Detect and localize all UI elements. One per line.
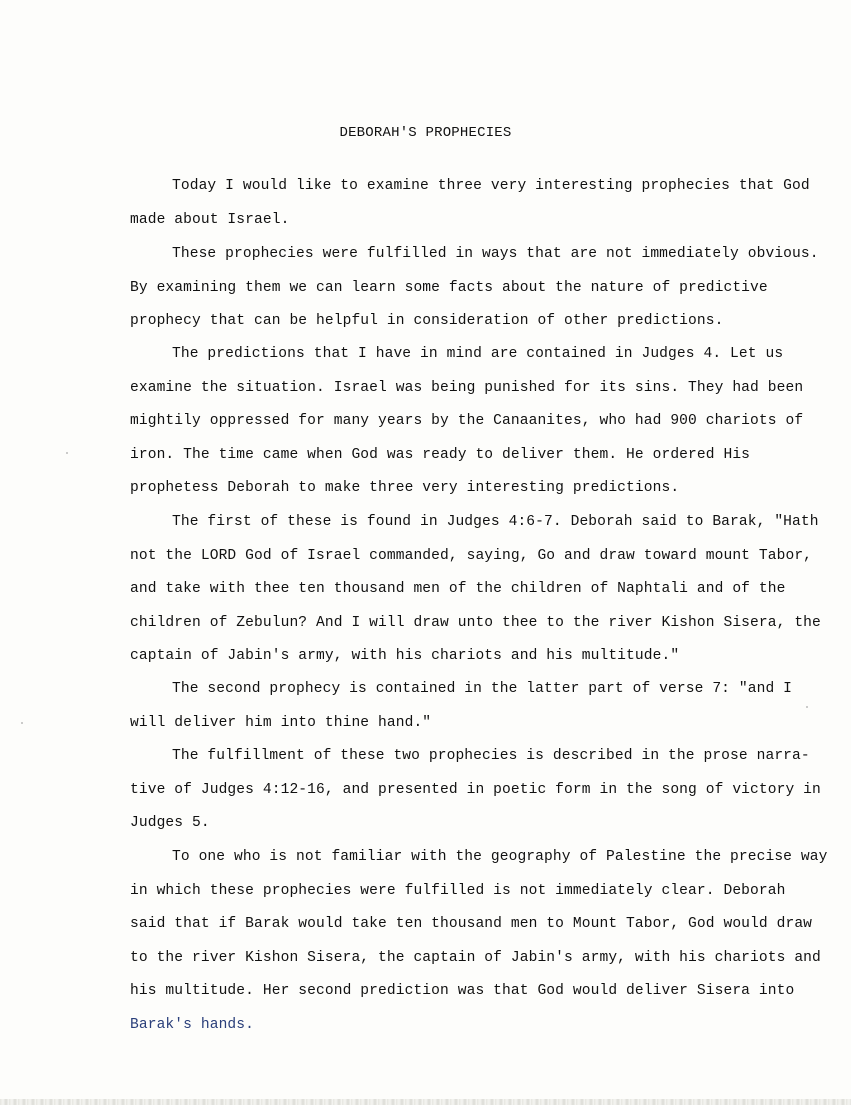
text-line: in which these prophecies were fulfilled is not immediately clear. Deborah xyxy=(130,882,786,899)
text-line: prophecy that can be helpful in consideration of other predictions. xyxy=(130,313,724,330)
scan-speck xyxy=(21,722,23,724)
text-line: mightily oppressed for many years by the Canaanites, who had 900 chariots of xyxy=(130,413,804,430)
text-line: Barak's hands. xyxy=(130,1016,255,1033)
paragraph-fulfillment-overview xyxy=(88,238,819,339)
text-line: Judges 5. xyxy=(130,815,210,832)
paragraph-second-prophecy xyxy=(88,673,793,740)
text-line: Today I would like to examine three very interesting prophecies that God xyxy=(172,178,810,194)
paragraph-fulfillment-narrative xyxy=(88,740,821,841)
text-line: children of Zebulun? And I will draw unto thee to the river Kishon Sisera, the xyxy=(130,614,821,631)
paragraph-geography xyxy=(88,841,828,1043)
paragraph-intro xyxy=(88,170,810,237)
text-line: The first of these is found in Judges 4:6-7. Deborah said to Barak, "Hath xyxy=(172,514,819,530)
scan-speck xyxy=(806,706,808,708)
text-line: tive of Judges 4:12-16, and presented in poetic form in the song of victory in xyxy=(130,781,821,798)
text-line: The second prophecy is contained in the latter part of verse 7: "and I xyxy=(172,681,793,697)
text-line: not the LORD God of Israel commanded, saying, Go and draw toward mount Tabor, xyxy=(130,547,813,564)
text-line: The predictions that I have in mind are contained in Judges 4. Let us xyxy=(172,346,784,362)
scan-bottom-edge xyxy=(0,1099,851,1105)
text-line: prophetess Deborah to make three very interesting predictions. xyxy=(130,480,680,497)
scan-speck xyxy=(66,452,68,454)
text-line: his multitude. Her second prediction was that God would deliver Sisera into xyxy=(130,983,795,1000)
text-line: To one who is not familiar with the geography of Palestine the precise way xyxy=(172,849,828,865)
text-line: These prophecies were fulfilled in ways that are not immediately obvious. xyxy=(172,246,819,262)
page-title: DEBORAH'S PROPHECIES xyxy=(339,125,512,141)
text-line: examine the situation. Israel was being punished for its sins. They had been xyxy=(130,379,804,396)
text-line: The fulfillment of these two prophecies is described in the prose narra- xyxy=(172,748,810,764)
text-line: will deliver him into thine hand." xyxy=(130,714,432,731)
text-line: made about Israel. xyxy=(130,211,290,228)
text-line: said that if Barak would take ten thousand men to Mount Tabor, God would draw xyxy=(130,916,813,933)
text-line: captain of Jabin's army, with his chariots and his multitude." xyxy=(130,648,680,665)
paragraph-first-prophecy xyxy=(88,506,821,674)
text-line: to the river Kishon Sisera, the captain of Jabin's army, with his chariots and xyxy=(130,949,821,966)
paragraph-situation xyxy=(88,338,804,506)
text-line: By examining them we can learn some facts about the nature of predictive xyxy=(130,279,768,296)
text-line: and take with thee ten thousand men of the children of Naphtali and of the xyxy=(130,581,786,598)
text-line: iron. The time came when God was ready to deliver them. He ordered His xyxy=(130,446,751,463)
